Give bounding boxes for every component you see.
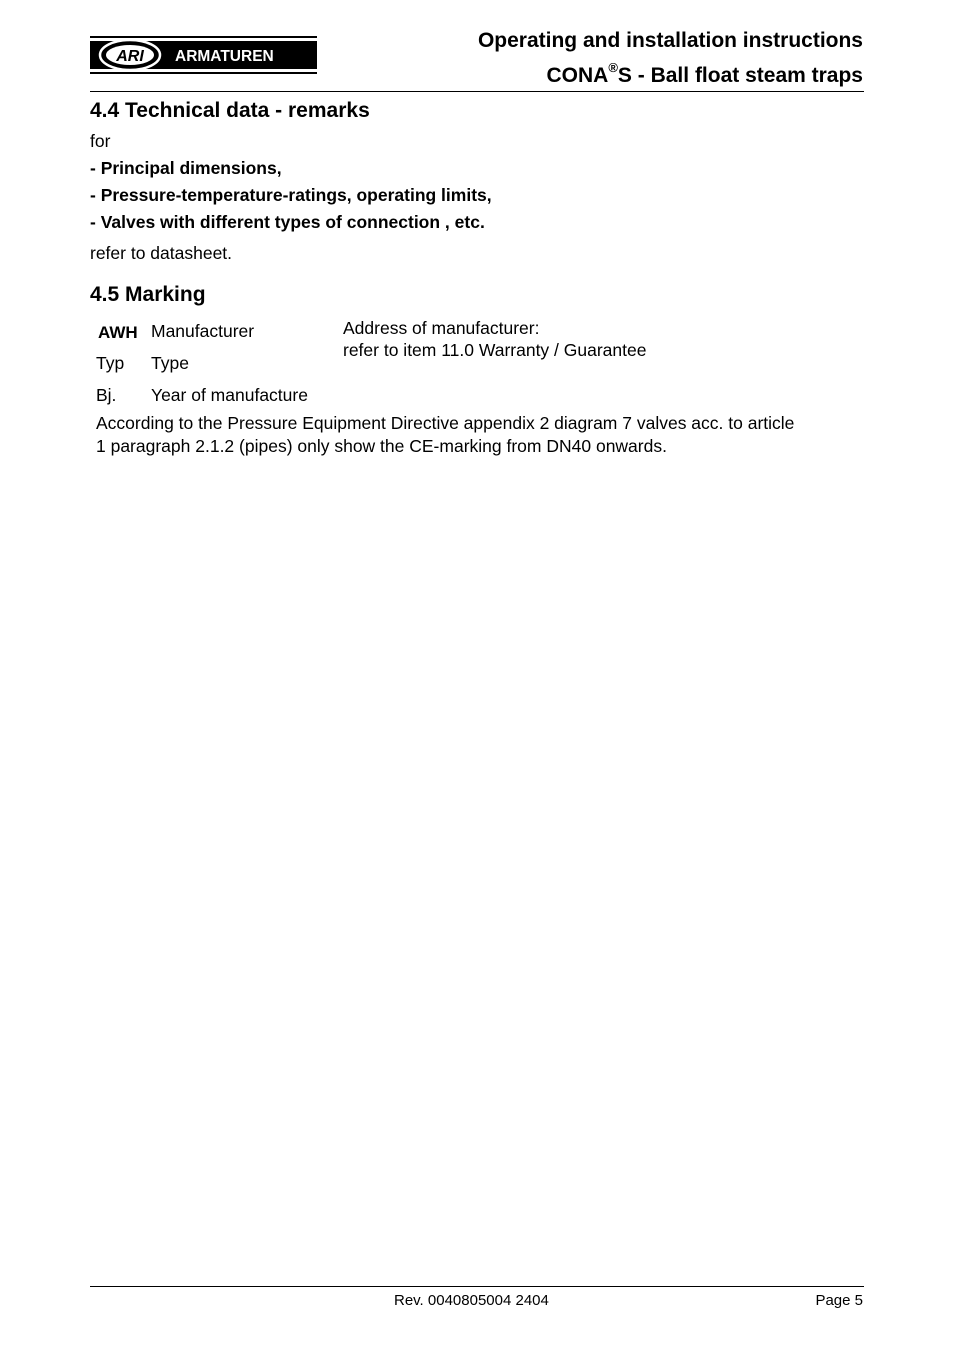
document-title — [478, 26, 863, 90]
manufacturer-address-reference: refer to item 11.0 Warranty / Guarantee — [343, 340, 647, 360]
title-line-1: Operating and installation instructions — [477, 29, 863, 52]
list-item: - Valves with different types of connection , etc. — [90, 212, 485, 232]
marking-label-year: Year of manufacture — [151, 385, 308, 405]
ari-armaturen-logo — [90, 36, 317, 74]
footer-divider — [90, 1286, 864, 1287]
section-4-5-heading: 4.5 Marking — [90, 283, 206, 306]
marking-code-bj: Bj. — [96, 385, 117, 405]
revision-number: Rev. 0040805004 2404 — [394, 1292, 549, 1309]
section-4-4-outro: refer to datasheet. — [90, 243, 233, 263]
logo-graphic — [90, 36, 317, 74]
logo-brand-text: ARMATUREN — [175, 48, 274, 65]
marking-label-type: Type — [151, 353, 189, 373]
header-divider — [90, 91, 864, 92]
marking-code-awh: AWH — [98, 323, 138, 342]
section-4-4-heading: 4.4 Technical data - remarks — [90, 99, 370, 122]
title-line-2 — [478, 55, 863, 90]
marking-label-manufacturer: Manufacturer — [151, 321, 255, 341]
manufacturer-address-label: Address of manufacturer: — [343, 318, 540, 338]
ce-marking-note-line-1: According to the Pressure Equipment Directive appendix 2 diagram 7 valves acc. to article — [96, 413, 795, 433]
list-item: - Principal dimensions, — [90, 158, 282, 178]
registered-mark: ® — [608, 60, 618, 75]
section-4-4-intro: for — [90, 131, 111, 151]
list-item: - Pressure-temperature-ratings, operating limits, — [90, 185, 492, 205]
ce-marking-note-line-2: 1 paragraph 2.1.2 (pipes) only show the CE-marking from DN40 onwards. — [96, 436, 667, 456]
logo-mark-text: ARI — [116, 48, 144, 65]
marking-code-typ: Typ — [96, 353, 125, 373]
title-product-prefix: CONA — [546, 64, 609, 87]
title-product-suffix: S - Ball float steam traps — [617, 64, 863, 87]
page-number: Page 5 — [815, 1292, 863, 1309]
